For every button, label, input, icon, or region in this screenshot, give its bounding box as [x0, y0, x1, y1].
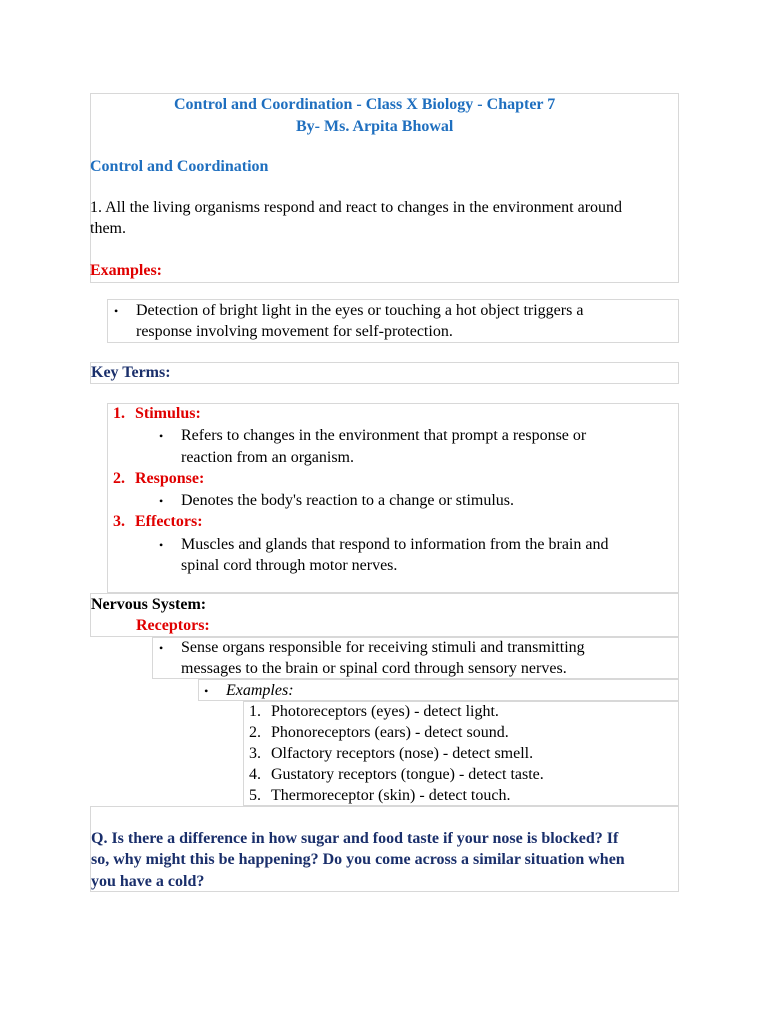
- receptors-heading: Receptors:: [136, 617, 210, 634]
- term-desc-effectors-1: • Muscles and glands that respond to information from the brain and: [181, 535, 608, 555]
- receptor-number-4: 4.: [249, 766, 261, 783]
- term-number-2: 2.: [113, 470, 125, 487]
- receptor-number-3: 3.: [249, 745, 261, 762]
- receptor-item-thermoreceptor: Thermoreceptor (skin) - detect touch.: [271, 787, 511, 804]
- examples-heading: Examples:: [90, 262, 162, 279]
- document-title: Control and Coordination - Class X Biology - Chapter 7: [174, 96, 556, 113]
- receptors-desc-line-2: messages to the brain or spinal cord through sensory nerves.: [181, 660, 567, 677]
- receptors-desc-line-1: • Sense organs responsible for receiving stimuli and transmitting: [181, 638, 585, 658]
- term-number-1: 1.: [113, 405, 125, 422]
- section-title: Control and Coordination: [90, 158, 269, 175]
- receptor-examples-label: • Examples:: [226, 681, 294, 701]
- receptor-item-phonoreceptors: Phonoreceptors (ears) - detect sound.: [271, 724, 509, 741]
- question-line-1: Q. Is there a difference in how sugar and food taste if your nose is blocked? If: [91, 830, 619, 847]
- term-desc-stimulus-2: reaction from an organism.: [181, 449, 354, 466]
- intro-line-1: 1. All the living organisms respond and react to changes in the environment around: [90, 199, 623, 216]
- receptor-number-2: 2.: [249, 724, 261, 741]
- receptor-number-1: 1.: [249, 703, 261, 720]
- intro-line-2: them.: [90, 220, 126, 237]
- receptor-item-gustatory: Gustatory receptors (tongue) - detect taste.: [271, 766, 544, 783]
- example-bullet-line-1: • Detection of bright light in the eyes or touching a hot object triggers a: [136, 301, 583, 321]
- document-author: By- Ms. Arpita Bhowal: [296, 118, 454, 135]
- question-line-2: so, why might this be happening? Do you come across a similar situation when: [91, 851, 625, 868]
- key-terms-box: [90, 362, 679, 384]
- term-desc-response-1: • Denotes the body's reaction to a change or stimulus.: [181, 491, 514, 511]
- receptor-number-5: 5.: [249, 787, 261, 804]
- term-number-3: 3.: [113, 513, 125, 530]
- receptor-item-olfactory: Olfactory receptors (nose) - detect smell.: [271, 745, 534, 762]
- question-line-3: you have a cold?: [91, 873, 205, 890]
- term-name-stimulus: Stimulus:: [135, 405, 201, 422]
- term-name-response: Response:: [135, 470, 205, 487]
- key-terms-heading: Key Terms:: [91, 364, 171, 381]
- example-bullet-line-2: response involving movement for self-protection.: [136, 323, 453, 340]
- term-desc-stimulus-1: • Refers to changes in the environment that prompt a response or: [181, 426, 586, 446]
- term-name-effectors: Effectors:: [135, 513, 203, 530]
- nervous-system-heading: Nervous System:: [91, 596, 207, 613]
- term-desc-effectors-2: spinal cord through motor nerves.: [181, 557, 398, 574]
- receptor-item-photoreceptors: Photoreceptors (eyes) - detect light.: [271, 703, 499, 720]
